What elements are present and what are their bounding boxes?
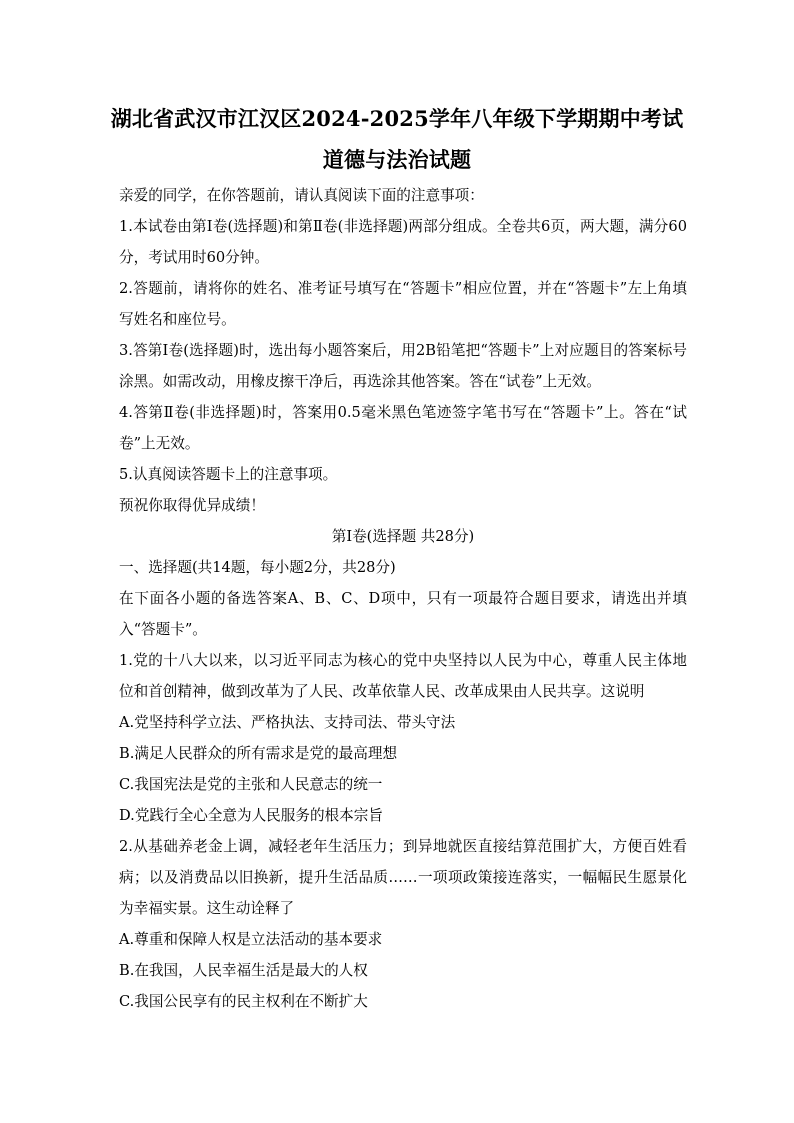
part-instruction: 在下面各小题的备选答案A、B、C、D项中，只有一项最符合题目要求，请选出并填入“答题卡”。: [119, 590, 687, 638]
question-2-option-a: A.尊重和保障人权是立法活动的基本要求: [119, 931, 383, 948]
question-2-option-b: B.在我国，人民幸福生活是最大的人权: [119, 962, 368, 979]
note-item-1: 1.本试卷由第Ⅰ卷(选择题)和第Ⅱ卷(非选择题)两部分组成。全卷共6页，两大题，满分60分，考试用时60分钟。: [119, 218, 687, 266]
question-1-option-a: A.党坚持科学立法、严格执法、支持司法、带头守法: [119, 714, 456, 731]
question-2-option-c: C.我国公民享有的民主权利在不断扩大: [119, 993, 368, 1010]
question-1-stem: 1.党的十八大以来，以习近平同志为核心的党中央坚持以人民为中心，尊重人民主体地位和首创精神，做到改革为了人民、改革依靠人民、改革成果由人民共享。这说明: [119, 652, 687, 700]
part-title: 一、选择题(共14题，每小题2分，共28分): [119, 559, 396, 576]
question-1-option-b: B.满足人民群众的所有需求是党的最高理想: [119, 745, 398, 762]
note-item-3: 3.答第Ⅰ卷(选择题)时，选出每小题答案后，用2B铅笔把“答题卡”上对应题目的答案标号涂黑。如需改动，用橡皮擦干净后，再选涂其他答案。答在“试卷”上无效。: [119, 342, 687, 390]
exam-subject-title: 道德与法治试题: [322, 147, 472, 172]
note-item-4: 4.答第Ⅱ卷(非选择题)时，答案用0.5毫米黑色笔迹签字笔书写在“答题卡”上。答在“试卷”上无效。: [119, 404, 687, 452]
exam-content: [119, 180, 687, 1017]
question-2-stem: 2.从基础养老金上调，减轻老年生活压力；到异地就医直接结算范围扩大，方便百姓看病；以及消费品以旧换新，提升生活品质……一项项政策接连落实，一幅幅民生愿景化为幸福实景。这生动诠释了: [119, 838, 687, 917]
question-1-option-d: D.党践行全心全意为人民服务的根本宗旨: [119, 807, 383, 824]
good-luck-text: 预祝你取得优异成绩！: [119, 497, 265, 514]
note-item-5: 5.认真阅读答题卡上的注意事项。: [119, 466, 338, 483]
exam-title: 湖北省武汉市江汉区2024-2025学年八年级下学期期中考试: [110, 106, 684, 131]
note-item-2: 2.答题前，请将你的姓名、准考证号填写在“答题卡”相应位置，并在“答题卡”左上角填写姓名和座位号。: [119, 280, 687, 328]
question-1-option-c: C.我国宪法是党的主张和人民意志的统一: [119, 776, 383, 793]
section-heading: 第Ⅰ卷(选择题 共28分): [331, 528, 475, 545]
notes-intro: 亲爱的同学，在你答题前，请认真阅读下面的注意事项：: [119, 187, 484, 204]
